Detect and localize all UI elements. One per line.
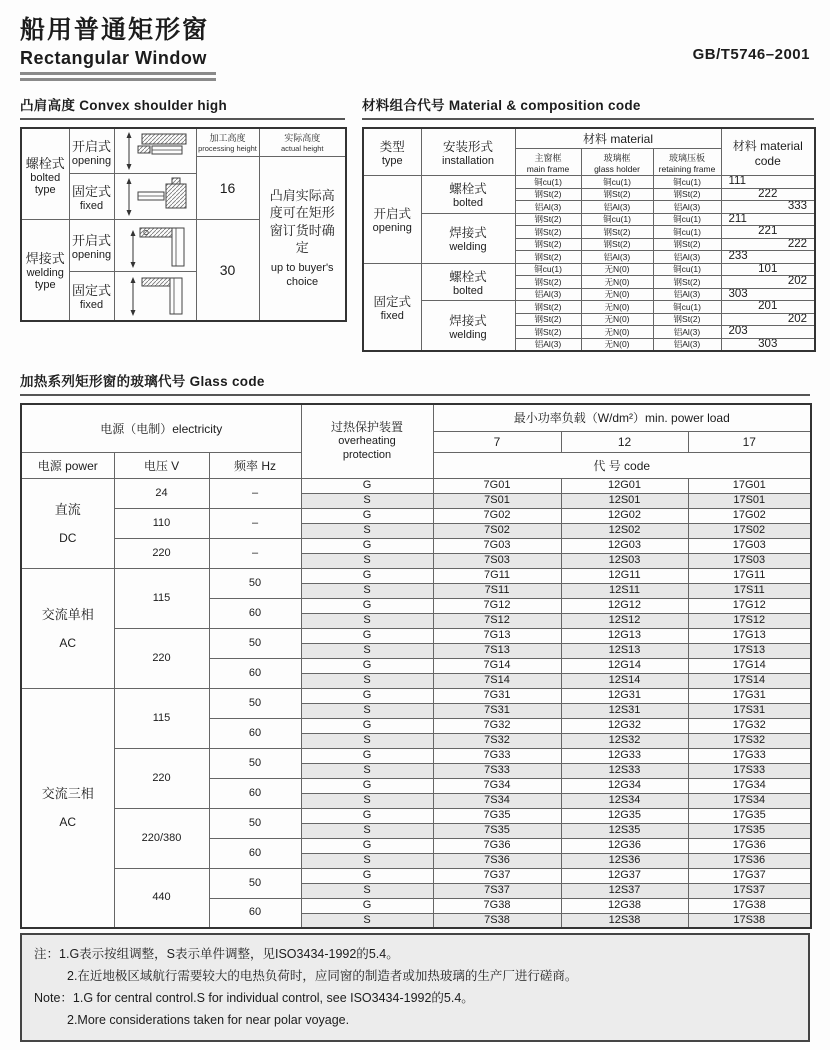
notes-box: [20, 933, 810, 1042]
glass-code-cell: 12G12: [561, 598, 688, 613]
protection-cell: G: [301, 718, 433, 733]
processing-height-value-bolted: 16: [196, 156, 259, 220]
actual-height-header: 实际高度 actual height: [259, 128, 346, 156]
protection-cell: S: [301, 793, 433, 808]
glass-code-cell: 7G32: [433, 718, 561, 733]
material-row: [363, 213, 815, 226]
retaining-frame-cell: 铝Al(3): [653, 326, 721, 339]
glass-code-cell: 7G01: [433, 478, 561, 493]
glass-code-cell: 7G03: [433, 538, 561, 553]
main-frame-cell: 钢St(2): [515, 313, 581, 326]
glass-code-cell: 12S01: [561, 493, 688, 508]
installation-cell: 螺栓式 bolted: [421, 263, 515, 301]
code-header: 代 号 code: [433, 452, 811, 478]
installation-header: 安装形式 installation: [421, 128, 515, 176]
glass-code-cell: 17S02: [688, 523, 811, 538]
protection-cell: G: [301, 838, 433, 853]
glass-code-cell: 7G11: [433, 568, 561, 583]
protection-cell: G: [301, 598, 433, 613]
glass-code-cell: 12G01: [561, 478, 688, 493]
glass-code-cell: 12S37: [561, 883, 688, 898]
bolted-fixed-diagram: [114, 174, 196, 220]
glass-code-cell: 7G13: [433, 628, 561, 643]
voltage-header: 电压 V: [114, 452, 209, 478]
glass-code-table: [20, 403, 812, 929]
load-col-12: 12: [561, 431, 688, 452]
glass-row: [21, 478, 811, 493]
main-frame-cell: 铝Al(3): [515, 338, 581, 351]
voltage-cell: 115: [114, 568, 209, 628]
glass-code-cell: 17S13: [688, 643, 811, 658]
bolted-type-zh: 螺栓式: [25, 155, 65, 171]
page-header: [20, 10, 812, 94]
glass-code-cell: 17G12: [688, 598, 811, 613]
glass-holder-cell: 无N(0): [581, 301, 653, 314]
material-code-cell: 203: [721, 326, 815, 339]
glass-code-cell: 12G36: [561, 838, 688, 853]
glass-row: [21, 568, 811, 583]
protection-cell: G: [301, 688, 433, 703]
material-row: [363, 263, 815, 276]
material-code-cell: 201: [721, 301, 815, 314]
glass-code-cell: 17S14: [688, 673, 811, 688]
glass-code-cell: 7S14: [433, 673, 561, 688]
power-cell: 交流三相 AC: [21, 688, 114, 928]
protection-cell: G: [301, 628, 433, 643]
material-code-cell: 333: [721, 201, 815, 214]
frequency-cell: –: [209, 508, 301, 538]
glass-holder-cell: 铝Al(3): [581, 201, 653, 214]
glass-code-cell: 12S14: [561, 673, 688, 688]
protection-cell: S: [301, 673, 433, 688]
glass-code-cell: 12S35: [561, 823, 688, 838]
glass-code-cell: 17G13: [688, 628, 811, 643]
glass-code-cell: 7G33: [433, 748, 561, 763]
frequency-cell: 50: [209, 808, 301, 838]
glass-code-cell: 12G11: [561, 568, 688, 583]
glass-code-cell: 7G31: [433, 688, 561, 703]
glass-code-cell: 17S35: [688, 823, 811, 838]
glass-code-cell: 12G32: [561, 718, 688, 733]
material-code-cell: 202: [721, 313, 815, 326]
protection-cell: S: [301, 853, 433, 868]
glass-code-cell: 12G31: [561, 688, 688, 703]
protection-cell: S: [301, 763, 433, 778]
glass-code-cell: 17G38: [688, 898, 811, 913]
protection-cell: S: [301, 913, 433, 928]
processing-height-value-welding: 30: [196, 220, 259, 321]
standard-number: GB/T5746–2001: [692, 46, 810, 63]
glass-code-cell: 7S37: [433, 883, 561, 898]
glass-code-cell: 17S31: [688, 703, 811, 718]
glass-code-cell: 12S03: [561, 553, 688, 568]
frequency-cell: 50: [209, 688, 301, 718]
material-code-cell: 222: [721, 238, 815, 251]
glass-holder-cell: 无N(0): [581, 313, 653, 326]
convex-shoulder-title: 凸肩高度 Convex shoulder high: [20, 94, 345, 120]
voltage-cell: 220: [114, 538, 209, 568]
glass-code-cell: 17S01: [688, 493, 811, 508]
glass-holder-cell: 无N(0): [581, 326, 653, 339]
frequency-cell: 60: [209, 718, 301, 748]
glass-code-cell: 12S33: [561, 763, 688, 778]
glass-code-cell: 17S12: [688, 613, 811, 628]
voltage-cell: 440: [114, 868, 209, 928]
glass-code-cell: 12S11: [561, 583, 688, 598]
material-code-header: 材料 material code: [721, 128, 815, 176]
power-cell: 直流 DC: [21, 478, 114, 568]
protection-cell: G: [301, 868, 433, 883]
glass-code-cell: 7S32: [433, 733, 561, 748]
glass-code-cell: 17G02: [688, 508, 811, 523]
protection-cell: G: [301, 478, 433, 493]
main-frame-cell: 钢St(2): [515, 276, 581, 289]
glass-code-cell: 17G32: [688, 718, 811, 733]
glass-code-cell: 17G03: [688, 538, 811, 553]
glass-row: [21, 808, 811, 823]
glass-code-cell: 12G38: [561, 898, 688, 913]
glass-code-cell: 17S33: [688, 763, 811, 778]
main-frame-cell: 钢St(2): [515, 188, 581, 201]
glass-code-cell: 12G34: [561, 778, 688, 793]
glass-code-cell: 7G38: [433, 898, 561, 913]
protection-cell: G: [301, 508, 433, 523]
main-frame-cell: 钢St(2): [515, 213, 581, 226]
glass-code-cell: 17G36: [688, 838, 811, 853]
frequency-header: 频率 Hz: [209, 452, 301, 478]
material-code-cell: 111: [721, 176, 815, 189]
retaining-frame-cell: 铝Al(3): [653, 288, 721, 301]
voltage-cell: 24: [114, 478, 209, 508]
voltage-cell: 220: [114, 628, 209, 688]
material-code-cell: 303: [721, 338, 815, 351]
material-code-cell: 303: [721, 288, 815, 301]
glass-code-cell: 12S38: [561, 913, 688, 928]
material-code-title: 材料组合代号 Material & composition code: [362, 94, 814, 120]
glass-code-cell: 7G14: [433, 658, 561, 673]
glass-code-cell: 17S37: [688, 883, 811, 898]
protection-cell: G: [301, 658, 433, 673]
glass-code-cell: 7S36: [433, 853, 561, 868]
glass-code-cell: 7S35: [433, 823, 561, 838]
glass-code-cell: 12G37: [561, 868, 688, 883]
retaining-frame-cell: 钢St(2): [653, 238, 721, 251]
main-frame-cell: 钢St(2): [515, 226, 581, 239]
glass-holder-cell: 无N(0): [581, 276, 653, 289]
glass-code-cell: 12G14: [561, 658, 688, 673]
installation-cell: 螺栓式 bolted: [421, 176, 515, 214]
opening-cell: 开启式 opening: [69, 128, 114, 174]
retaining-frame-cell: 铝Al(3): [653, 251, 721, 264]
glass-code-title: 加热系列矩形窗的玻璃代号 Glass code: [20, 370, 810, 396]
protection-cell: S: [301, 583, 433, 598]
protection-cell: G: [301, 538, 433, 553]
type-cell: 固定式 fixed: [363, 263, 421, 351]
main-frame-cell: 钢St(2): [515, 251, 581, 264]
glass-code-cell: 17G14: [688, 658, 811, 673]
frequency-cell: 60: [209, 658, 301, 688]
load-col-17: 17: [688, 431, 811, 452]
main-frame-cell: 钢St(2): [515, 326, 581, 339]
glass-code-cell: 7G36: [433, 838, 561, 853]
glass-code-cell: 7S01: [433, 493, 561, 508]
page-title-zh: 船用普通矩形窗: [20, 16, 210, 44]
glass-holder-header: 玻璃框 glass holder: [581, 149, 653, 176]
load-col-7: 7: [433, 431, 561, 452]
note-line-zh-1: 注：1.G表示按组调整，S表示单件调整，见ISO3434-1992的5.4。: [34, 947, 399, 961]
glass-code-cell: 12S34: [561, 793, 688, 808]
glass-code-cell: 12G35: [561, 808, 688, 823]
frequency-cell: 60: [209, 838, 301, 868]
frequency-cell: 60: [209, 778, 301, 808]
title-underline: [20, 72, 216, 81]
protection-cell: G: [301, 778, 433, 793]
glass-code-cell: 17S34: [688, 793, 811, 808]
protection-cell: G: [301, 808, 433, 823]
material-code-cell: 221: [721, 226, 815, 239]
protection-cell: S: [301, 493, 433, 508]
glass-code-cell: 7G37: [433, 868, 561, 883]
main-frame-cell: 铜cu(1): [515, 176, 581, 189]
actual-height-note: 凸肩实际高度可在矩形窗订货时确定 up to buyer's choice: [259, 156, 346, 321]
glass-code-cell: 7G02: [433, 508, 561, 523]
protection-cell: S: [301, 703, 433, 718]
main-frame-cell: 铜cu(1): [515, 263, 581, 276]
voltage-cell: 110: [114, 508, 209, 538]
glass-code-cell: 17S38: [688, 913, 811, 928]
protection-cell: S: [301, 553, 433, 568]
glass-holder-cell: 无N(0): [581, 263, 653, 276]
power-header: 电源 power: [21, 452, 114, 478]
power-cell: 交流单相 AC: [21, 568, 114, 688]
glass-row: [21, 508, 811, 523]
bolted-opening-diagram: [114, 128, 196, 174]
convex-shoulder-table: [20, 127, 347, 322]
material-header: 材料 material: [515, 128, 721, 149]
glass-code-cell: 12G33: [561, 748, 688, 763]
glass-code-cell: 12S13: [561, 643, 688, 658]
glass-row: [21, 688, 811, 703]
type-cell: 开启式 opening: [363, 176, 421, 264]
glass-holder-cell: 钢St(2): [581, 226, 653, 239]
retaining-frame-cell: 钢St(2): [653, 276, 721, 289]
retaining-frame-cell: 铜cu(1): [653, 263, 721, 276]
retaining-frame-cell: 钢St(2): [653, 313, 721, 326]
glass-code-cell: 12G03: [561, 538, 688, 553]
frequency-cell: 50: [209, 568, 301, 598]
glass-holder-cell: 无N(0): [581, 288, 653, 301]
glass-code-cell: 12G13: [561, 628, 688, 643]
glass-code-cell: 12S12: [561, 613, 688, 628]
glass-code-cell: 12S32: [561, 733, 688, 748]
glass-code-cell: 12S31: [561, 703, 688, 718]
glass-holder-cell: 钢St(2): [581, 188, 653, 201]
main-frame-cell: 铝Al(3): [515, 288, 581, 301]
frequency-cell: –: [209, 478, 301, 508]
glass-row: [21, 868, 811, 883]
protection-cell: G: [301, 568, 433, 583]
material-code-cell: 202: [721, 276, 815, 289]
welding-fixed-diagram: [114, 272, 196, 321]
glass-code-cell: 7S03: [433, 553, 561, 568]
protection-cell: S: [301, 733, 433, 748]
type-header: 类型 type: [363, 128, 421, 176]
glass-code-cell: 17G37: [688, 868, 811, 883]
glass-code-cell: 7S31: [433, 703, 561, 718]
glass-row: [21, 748, 811, 763]
material-row: [363, 176, 815, 189]
material-code-cell: 101: [721, 263, 815, 276]
processing-height-header: 加工高度 processing height: [196, 128, 259, 156]
material-code-section: [362, 94, 814, 352]
glass-code-cell: 7S02: [433, 523, 561, 538]
protection-cell: G: [301, 748, 433, 763]
retaining-frame-cell: 铝Al(3): [653, 201, 721, 214]
material-code-cell: 211: [721, 213, 815, 226]
protection-cell: S: [301, 823, 433, 838]
glass-code-cell: 17S36: [688, 853, 811, 868]
retaining-frame-header: 玻璃压板 retaining frame: [653, 149, 721, 176]
glass-code-cell: 17G31: [688, 688, 811, 703]
glass-code-cell: 7S13: [433, 643, 561, 658]
retaining-frame-cell: 铜cu(1): [653, 213, 721, 226]
glass-row: [21, 628, 811, 643]
glass-code-cell: 17G33: [688, 748, 811, 763]
retaining-frame-cell: 铜cu(1): [653, 301, 721, 314]
protection-cell: S: [301, 613, 433, 628]
protection-cell: S: [301, 883, 433, 898]
glass-code-cell: 17S03: [688, 553, 811, 568]
note-line-en-2: 2.More considerations taken for near polar voyage.: [67, 1012, 350, 1027]
glass-code-cell: 17S32: [688, 733, 811, 748]
fixed-cell: 固定式 fixed: [69, 272, 114, 321]
welding-type-cell: 焊接式 welding type: [21, 220, 69, 321]
glass-code-cell: 7S38: [433, 913, 561, 928]
min-power-load-header: 最小功率负载（W/dm²）min. power load: [433, 404, 811, 431]
glass-code-cell: 7G12: [433, 598, 561, 613]
glass-code-cell: 17G34: [688, 778, 811, 793]
glass-code-cell: 7S33: [433, 763, 561, 778]
frequency-cell: 60: [209, 598, 301, 628]
voltage-cell: 115: [114, 688, 209, 748]
glass-row: [21, 538, 811, 553]
retaining-frame-cell: 钢St(2): [653, 188, 721, 201]
retaining-frame-cell: 铝Al(3): [653, 338, 721, 351]
glass-holder-cell: 铜cu(1): [581, 213, 653, 226]
installation-cell: 焊接式 welding: [421, 301, 515, 352]
welding-opening-diagram: [114, 220, 196, 272]
glass-code-section: [20, 370, 812, 929]
glass-holder-cell: 铜cu(1): [581, 176, 653, 189]
main-frame-cell: 钢St(2): [515, 301, 581, 314]
electricity-header: 电源（电制）electricity: [21, 404, 301, 452]
frequency-cell: 60: [209, 898, 301, 928]
protection-cell: S: [301, 523, 433, 538]
glass-code-cell: 12S02: [561, 523, 688, 538]
protection-cell: G: [301, 898, 433, 913]
retaining-frame-cell: 铜cu(1): [653, 176, 721, 189]
material-code-cell: 233: [721, 251, 815, 264]
main-frame-cell: 钢St(2): [515, 238, 581, 251]
material-code-table: [362, 127, 816, 352]
main-frame-cell: 铝Al(3): [515, 201, 581, 214]
glass-holder-cell: 钢St(2): [581, 238, 653, 251]
page-title-en: Rectangular Window: [20, 48, 207, 68]
glass-code-cell: 7S34: [433, 793, 561, 808]
glass-code-cell: 17G35: [688, 808, 811, 823]
protection-cell: S: [301, 643, 433, 658]
overheating-protection-header: 过热保护装置 overheating protection: [301, 404, 433, 478]
glass-code-cell: 17G11: [688, 568, 811, 583]
material-code-cell: 222: [721, 188, 815, 201]
opening-cell: 开启式 opening: [69, 220, 114, 272]
glass-code-cell: 17G01: [688, 478, 811, 493]
glass-code-cell: 7G34: [433, 778, 561, 793]
frequency-cell: 50: [209, 628, 301, 658]
frequency-cell: 50: [209, 748, 301, 778]
glass-code-cell: 17S11: [688, 583, 811, 598]
fixed-cell: 固定式 fixed: [69, 174, 114, 220]
bolted-type-en: bolted type: [30, 171, 61, 196]
note-line-en-1: Note：1.G for central control.S for individual control, see ISO3434-1992的5.4。: [34, 990, 474, 1005]
main-frame-header: 主窗框 main frame: [515, 149, 581, 176]
retaining-frame-cell: 铜cu(1): [653, 226, 721, 239]
voltage-cell: 220/380: [114, 808, 209, 868]
glass-code-cell: 12G02: [561, 508, 688, 523]
glass-code-cell: 7G35: [433, 808, 561, 823]
glass-holder-cell: 无N(0): [581, 338, 653, 351]
convex-shoulder-section: [20, 94, 347, 322]
frequency-cell: –: [209, 538, 301, 568]
bolted-type-cell: [21, 128, 69, 220]
frequency-cell: 50: [209, 868, 301, 898]
glass-holder-cell: 铝Al(3): [581, 251, 653, 264]
glass-code-cell: 7S12: [433, 613, 561, 628]
glass-code-cell: 12S36: [561, 853, 688, 868]
installation-cell: 焊接式 welding: [421, 213, 515, 263]
glass-code-cell: 7S11: [433, 583, 561, 598]
note-line-zh-2: 2.在近地极区域航行需要较大的电热负荷时，应同窗的制造者或加热玻璃的生产厂进行磋商。: [67, 968, 578, 983]
voltage-cell: 220: [114, 748, 209, 808]
material-row: [363, 301, 815, 314]
